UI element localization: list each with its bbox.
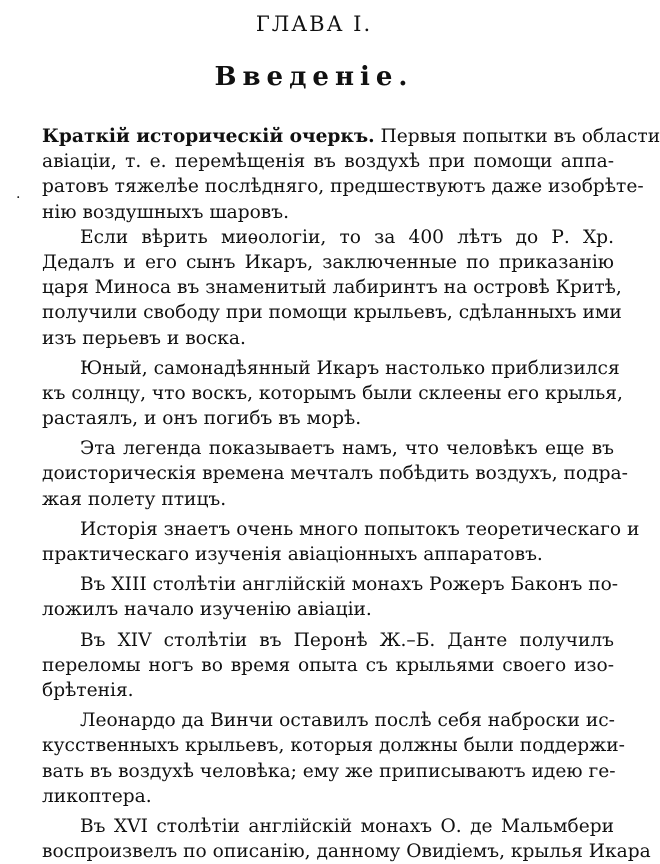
text-line: жая полету птицъ. xyxy=(42,488,227,510)
text-line: Юный, самонадѣянный Икаръ настолько приблизился xyxy=(80,357,620,379)
body-text xyxy=(42,124,660,864)
text-line: брѣтенiя. xyxy=(42,679,134,701)
paragraph xyxy=(42,628,614,704)
text-line: вать въ воздухѣ человѣка; ему же приписываютъ идею ге- xyxy=(42,760,616,782)
text-line: Въ XIII столѣтiи англiйскiй монахъ Рожеръ Баконъ по- xyxy=(80,574,619,596)
section-lead: Краткiй историческiй очеркъ. xyxy=(42,126,375,147)
margin-mark: . xyxy=(16,186,21,202)
text-line: нiю воздушныхъ шаровъ. xyxy=(42,201,290,223)
text-line: практическаго изученiя авiацiонныхъ аппаратовъ. xyxy=(42,544,543,565)
text-line: изъ перьевъ и воска. xyxy=(42,327,246,349)
text-line: Въ XIV столѣтiи въ Перонѣ Ж.–Б. Данте получилъ xyxy=(80,629,614,651)
paragraph xyxy=(42,572,619,622)
text-line: Дедалъ и его сынъ Икаръ, заключенные по приказанiю xyxy=(42,251,614,273)
paragraph xyxy=(42,436,628,512)
text-line: воспроизвелъ по описанiю, данному Овидiемъ, крылья Икара xyxy=(42,841,651,863)
text-line: царя Миноса въ знаменитый лабиринтъ на островѣ Критѣ, xyxy=(42,277,622,299)
text-line: растаялъ, и онъ погибъ въ морѣ. xyxy=(42,408,362,430)
text-line: Исторiя знаетъ очень много попытокъ теоретическаго и xyxy=(80,518,640,540)
text-line: ложилъ начало изученiю авiацiи. xyxy=(42,599,372,621)
text-line: Краткiй историческiй очеркъ. Первыя попытки въ области xyxy=(42,126,660,147)
text-line: Въ XVI столѣтiи англiйскiй монахъ О. де Мальмбери xyxy=(80,815,614,837)
paragraph xyxy=(42,814,651,864)
text-line: авiацiи, т. е. перемѣщенiя въ воздухѣ при помощи аппа- xyxy=(42,151,614,173)
text-line: получили свободу при помощи крыльевъ, сдѣланныхъ ими xyxy=(42,302,622,324)
text-line: къ солнцу, что воскъ, которымъ были склеены его крылья, xyxy=(42,382,623,404)
text-line: Если вѣрить миѳологiи, то за 400 лѣтъ до Р. Хр. xyxy=(80,226,614,248)
chapter-heading: ГЛАВА I. xyxy=(255,12,373,36)
paragraph xyxy=(42,517,640,567)
text-line: ликоптера. xyxy=(42,785,152,807)
paragraph xyxy=(42,708,625,809)
paragraph xyxy=(42,356,623,432)
text-line: Леонардо да Винчи оставилъ послѣ себя наброски ис- xyxy=(80,710,615,732)
paragraph xyxy=(42,225,622,351)
text-line: переломы ногъ во время опыта съ крыльями своего изо- xyxy=(42,654,614,676)
paragraph xyxy=(42,124,660,225)
chapter-title: Введенiе. xyxy=(214,62,414,92)
text-line: кусственныхъ крыльевъ, которыя должны были поддержи- xyxy=(42,735,625,757)
text-line: ратовъ тяжелѣе послѣдняго, предшествуютъ даже изобрѣте- xyxy=(42,176,644,198)
text-line: Эта легенда показываетъ намъ, что человѣкъ еще въ xyxy=(80,438,614,460)
text-line: доисторическiя времена мечталъ побѣдить воздухъ, подра- xyxy=(42,463,628,485)
